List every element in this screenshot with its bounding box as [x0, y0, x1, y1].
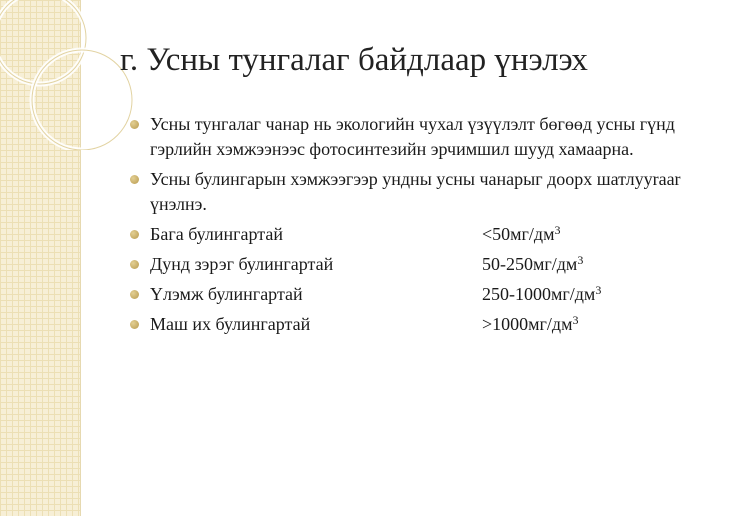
value-text: <50мг/дм — [482, 224, 555, 244]
bullet-item — [130, 112, 710, 162]
turbidity-level-label: Бага булингартай — [150, 224, 283, 244]
bullet-text: Усны тунгалаг чанар нь экологийн чухал үзүүлэлт бөгөөд усны гүнд гэрлийн хэмжээнээс фотосинтезийн эрчимшил шууд хамаарна. — [150, 114, 675, 159]
turbidity-level-row — [130, 222, 710, 247]
turbidity-level-value — [482, 222, 560, 247]
bullet-dot-icon — [130, 260, 139, 269]
bullet-text: Усны булингарын хэмжээгээр ундны усны чанарыг доорх шатлууraar үнэлнэ. — [150, 169, 681, 214]
decorative-circles — [0, 0, 140, 150]
value-exponent: 3 — [577, 253, 584, 267]
bullet-item — [130, 167, 710, 217]
bullet-dot-icon — [130, 290, 139, 299]
title-divider — [120, 96, 680, 97]
value-text: 250-1000мг/дм — [482, 284, 596, 304]
turbidity-level-label: Маш их булингартай — [150, 314, 311, 334]
value-exponent: 3 — [554, 223, 561, 237]
turbidity-level-value — [482, 282, 601, 307]
bullet-list — [130, 112, 710, 342]
turbidity-level-row — [130, 252, 710, 277]
value-text: 50-250мг/дм — [482, 254, 578, 274]
turbidity-level-row — [130, 282, 710, 307]
bullet-dot-icon — [130, 230, 139, 239]
value-exponent: 3 — [595, 283, 602, 297]
turbidity-level-value — [482, 312, 578, 337]
bullet-dot-icon — [130, 120, 139, 129]
turbidity-level-row — [130, 312, 710, 337]
bullet-dot-icon — [130, 320, 139, 329]
turbidity-level-label: Дунд зэрэг булингартай — [150, 254, 334, 274]
bullet-dot-icon — [130, 175, 139, 184]
turbidity-level-value — [482, 252, 583, 277]
value-text: >1000мг/дм — [482, 314, 573, 334]
turbidity-level-label: Үлэмж булингартай — [150, 284, 303, 304]
slide-title: г. Усны тунгалаг байдлаар үнэлэх — [120, 42, 588, 78]
value-exponent: 3 — [572, 313, 579, 327]
